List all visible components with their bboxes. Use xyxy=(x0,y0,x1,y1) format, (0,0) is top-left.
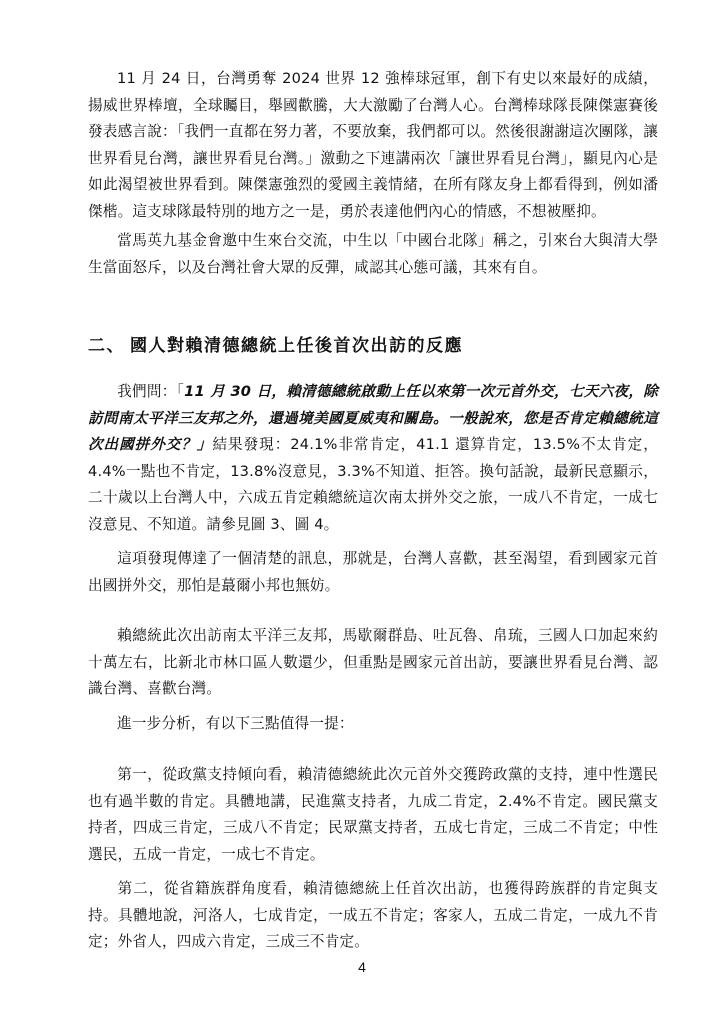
paragraph-allies xyxy=(88,623,658,703)
paragraph-ethnicity xyxy=(88,876,658,956)
page-number: 4 xyxy=(358,959,366,975)
paragraph-exchange xyxy=(88,228,658,281)
paragraph-text: 這項發現傳達了一個清楚的訊息，那就是，台灣人喜歡，甚至渴望，看到國家元首出國拼外交，那怕是蕞爾小邦也無妨。 xyxy=(88,550,658,594)
paragraph-lead: 我們問：「 xyxy=(117,383,185,400)
paragraph-baseball xyxy=(88,66,658,226)
paragraph-text: 第二，從省籍族群角度看，賴清德總統上任首次出訪，也獲得跨族群的肯定與支持。具體地說，河洛人，七成肯定，一成五不肯定；客家人，五成二肯定，一成九不肯定；外省人，四成六肯定，三成三不肯定。 xyxy=(88,880,658,951)
paragraph-survey-question xyxy=(88,379,658,539)
survey-results-text: 結果發現：24.1%非常肯定，41.1 還算肯定，13.5%不太肯定，4.4%一點也不肯定，13.8%沒意見，3.3%不知道、拒答。換句話說，最新民意顯示，二十歲以上台灣人中，六成五肯定賴總統這次南太拼外交之旅，一成八不肯定，一成七沒意見、不知道。請參見圖 3、圖 4。 xyxy=(88,436,658,533)
paragraph-text: 賴總統此次出訪南太平洋三友邦，馬歇爾群島、吐瓦魯、帛琉，三國人口加起來約十萬左右，比新北市林口區人數還少，但重點是國家元首出訪，要讓世界看見台灣、認識台灣、喜歡台灣。 xyxy=(88,627,658,698)
survey-question-text: 11 月 30 日，賴清德總統啟動上任以來第一次元首外交，七天六夜，除訪問南太平洋三友邦之外，還過境美國夏威夷和關島。一般說來，您是否肯定賴總統這次出國拼外交？」 xyxy=(88,383,658,454)
paragraph-text: 當馬英九基金會邀中生來台交流，中生以「中國台北隊」稱之，引來台大與清大學生當面怒斥，以及台灣社會大眾的反彈，咸認其心態可議，其來有自。 xyxy=(88,232,658,276)
section-title: 國人對賴清德總統上任後首次出訪的反應 xyxy=(130,336,463,356)
section-number: 二、 xyxy=(88,336,125,356)
paragraph-party xyxy=(88,762,658,868)
paragraph-text: 進一步分析，有以下三點值得一提： xyxy=(117,715,354,732)
paragraph-message xyxy=(88,546,658,599)
paragraph-text: 第一，從政黨支持傾向看，賴清德總統此次元首外交獲跨政黨的支持，連中性選民也有過半數的肯定。具體地講，民進黨支持者，九成二肯定，2.4%不肯定。國民黨支持者，四成三肯定，三成八不肯定；民眾黨支持者，五成七肯定，三成二不肯定；中性選民，五成一肯定，一成七不肯定。 xyxy=(88,766,658,863)
paragraph-text: 11 月 24 日，台灣勇奪 2024 世界 12 強棒球冠軍，創下有史以來最好的成績，揚威世界棒壇，全球矚目，舉國歡騰，大大激勵了台灣人心。台灣棒球隊長陳傑憲賽後發表感言說：「我們一直都在努力著，不要放棄，我們都可以。然後很謝謝這次團隊，讓世界看見台灣，讓世界看見台灣。」激動之下連講兩次「讓世界看見台灣」，顯見內心是如此渴望被世界看到。陳傑憲強烈的愛國主義情緒，在所有隊友身上都看得到，例如潘傑楷。這支球隊最特別的地方之一是，勇於表達他們內心的情感，不想被壓抑。 xyxy=(88,70,658,220)
paragraph-analysis-intro xyxy=(88,711,658,738)
section-heading xyxy=(88,331,668,356)
